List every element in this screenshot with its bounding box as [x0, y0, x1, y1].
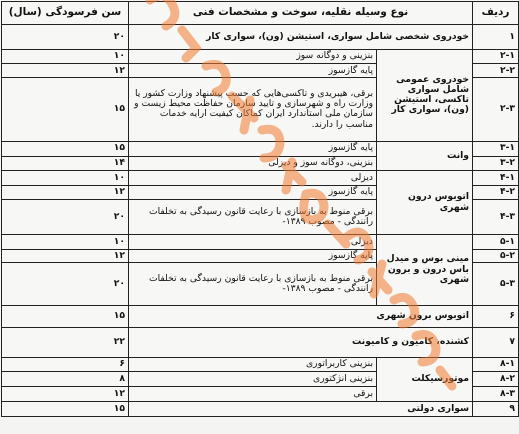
- vehicle-spec: پایه گازسوز: [129, 249, 377, 263]
- vehicle-spec: پایه گازسوز: [129, 141, 377, 156]
- row-number: ۷: [473, 327, 519, 357]
- vehicle-spec: بنزینی و دوگانه سوز: [129, 49, 377, 64]
- vehicle-spec: برقی منوط به بازسازی با رعایت قانون رسیدگی به تخلفات رانندگی - مصوب ۱۳۸۹-: [129, 199, 377, 234]
- row-number: ۸-۲: [473, 372, 519, 387]
- vehicle-spec: برقی منوط به بازسازی با رعایت قانون رسیدگی به تخلفات رانندگی - مصوب ۱۳۸۹-: [129, 263, 377, 305]
- obsolescence-age: ۶: [2, 357, 129, 372]
- obsolescence-age: ۱۵: [2, 305, 129, 327]
- header-radif: ردیف: [473, 2, 519, 25]
- table-row: [2, 305, 519, 327]
- obsolescence-age: ۲۰: [2, 263, 129, 305]
- row-number: ۳-۱: [473, 141, 519, 156]
- row-number: ۱: [473, 25, 519, 49]
- row-number: ۲-۱: [473, 49, 519, 64]
- obsolescence-age: ۱۲: [2, 64, 129, 78]
- row-number: ۸-۱: [473, 357, 519, 372]
- row-number: ۶: [473, 305, 519, 327]
- vehicle-spec: پایه گازسوز: [129, 186, 377, 200]
- obsolescence-age: ۱۲: [2, 387, 129, 402]
- row-number: ۲-۲: [473, 64, 519, 78]
- vehicle-category: موتورسیکلت: [377, 357, 473, 401]
- vehicle-category: اتوبوس برون شهری: [129, 305, 473, 327]
- table-row: [2, 141, 519, 156]
- vehicle-obsolescence-table: [1, 1, 519, 417]
- table-row: [2, 357, 519, 372]
- obsolescence-age: ۱۲: [2, 249, 129, 263]
- table-row: [2, 327, 519, 357]
- obsolescence-age: ۲۲: [2, 327, 129, 357]
- header-age: سن فرسودگی (سال): [2, 2, 129, 25]
- row-number: ۴-۲: [473, 186, 519, 200]
- obsolescence-age: ۱۵: [2, 141, 129, 156]
- row-number: ۴-۱: [473, 171, 519, 186]
- table-row: [2, 171, 519, 186]
- row-number: ۵-۱: [473, 234, 519, 249]
- row-number: ۹: [473, 402, 519, 417]
- table-row: [2, 234, 519, 249]
- vehicle-spec: برقی، هیبریدی و تاکسی‌هایی که حسب پیشنهاد وزارت کشور یا وزارت راه و شهرسازی و تایید سازمان حفاظت محیط زیست و سازمان ملی استاندارد ایران کماکان کیفیت ارایه خدمات مناسب را دارند.: [129, 78, 377, 142]
- vehicle-category: سواری دولتی: [129, 402, 473, 417]
- obsolescence-age: ۱۰: [2, 234, 129, 249]
- vehicle-category: مینی بوس و میدل باس درون و برون شهری: [377, 234, 473, 305]
- row-number: ۴-۳: [473, 199, 519, 234]
- table-row: [2, 49, 519, 64]
- obsolescence-age: ۲۰: [2, 199, 129, 234]
- obsolescence-age: ۱۴: [2, 156, 129, 171]
- obsolescence-age: ۲۰: [2, 25, 129, 49]
- header-row: [2, 2, 519, 25]
- row-number: ۳-۲: [473, 156, 519, 171]
- vehicle-spec: دیزلی: [129, 234, 377, 249]
- row-number: ۵-۳: [473, 263, 519, 305]
- vehicle-category: خودروی عمومی شامل سواری تاکسی، استیشن (ون)، سواری کار: [377, 49, 473, 141]
- obsolescence-age: ۱۵: [2, 402, 129, 417]
- vehicle-category: خودروی شخصی شامل سواری، استیشن (ون)، سواری کار: [129, 25, 473, 49]
- header-vehicle-type: نوع وسیله نقلیه، سوخت و مشخصات فنی: [129, 2, 473, 25]
- vehicle-spec: پایه گازسوز: [129, 64, 377, 78]
- obsolescence-age: ۱۰: [2, 171, 129, 186]
- vehicle-spec: بنزینی کاربراتوری: [129, 357, 377, 372]
- vehicle-spec: بنزینی انژکتوری: [129, 372, 377, 387]
- vehicle-category: اتوبوس درون شهری: [377, 171, 473, 234]
- table-row: [2, 25, 519, 49]
- vehicle-category: کشنده، کامیون و کامیونت: [129, 327, 473, 357]
- obsolescence-age: ۱۵: [2, 78, 129, 142]
- vehicle-spec: بنزینی، دوگانه سوز و دیزلی: [129, 156, 377, 171]
- obsolescence-age: ۱۲: [2, 186, 129, 200]
- obsolescence-age: ۸: [2, 372, 129, 387]
- row-number: ۵-۲: [473, 249, 519, 263]
- vehicle-spec: دیزلی: [129, 171, 377, 186]
- table-row: [2, 402, 519, 417]
- vehicle-category: وانت: [377, 141, 473, 171]
- vehicle-spec: برقی: [129, 387, 377, 402]
- row-number: ۸-۳: [473, 387, 519, 402]
- row-number: ۲-۳: [473, 78, 519, 142]
- obsolescence-age: ۱۰: [2, 49, 129, 64]
